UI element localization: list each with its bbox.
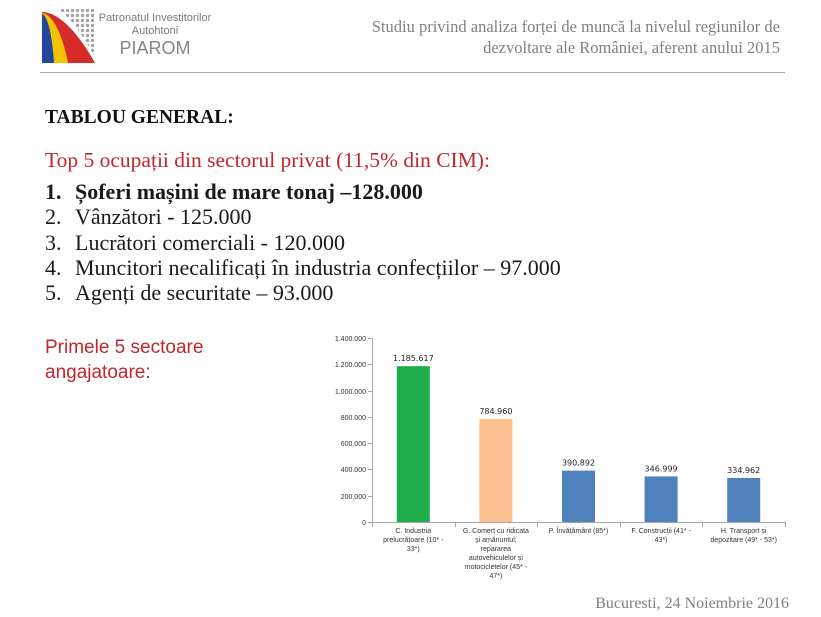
y-tick-label-7: 1.400.000 — [334, 336, 366, 343]
list-item-number: 1. — [45, 179, 62, 204]
bar-5 — [727, 478, 760, 522]
data-label-1: 1.185.617 — [392, 354, 434, 364]
bar-3 — [562, 471, 595, 522]
category-label-5: H. Transport și depozitare (49* - 53*) — [710, 528, 777, 544]
y-tick-label-0: 0 — [362, 520, 366, 527]
sectors-heading-line-2: angajatoare: — [45, 362, 151, 383]
data-label-4: 346.999 — [644, 464, 678, 474]
logo-name: PIAROM — [119, 38, 191, 58]
list-item — [45, 255, 561, 280]
section-title: TABLOU GENERAL: — [45, 107, 234, 128]
bar-4 — [645, 476, 678, 522]
y-tick-label-2: 400.000 — [340, 467, 366, 474]
y-tick-label-1: 200.000 — [340, 494, 366, 501]
list-item-text: Vânzători - 125.000 — [75, 204, 252, 230]
list-item-text: Muncitori necalificați în industria confecțiilor – 97.000 — [75, 254, 561, 280]
occupations-list — [45, 179, 561, 305]
header-divider — [40, 72, 785, 73]
occupations-heading: Top 5 ocupații din sectorul privat (11,5% din CIM): — [45, 148, 490, 172]
list-item-text: Agenți de securitate – 93.000 — [75, 280, 334, 305]
y-tick-label-4: 800.000 — [340, 415, 366, 422]
list-item — [45, 179, 561, 204]
sectors-bar-chart — [310, 328, 795, 590]
category-label-3: P. Învățământ (85*) — [548, 528, 609, 535]
list-item-text: Șoferi mașini de mare tonaj –128.000 — [75, 179, 423, 204]
category-label-1: C. Industria prelucrătoare (10* - 33*) — [383, 528, 444, 553]
sectors-heading — [45, 335, 203, 385]
logo-text-line1: Patronatul Investitorilor — [98, 12, 212, 24]
category-label-2: G. Comerț cu ridicata și amănuntul; repararea autovehiculelor și motocicletelor (45* - 47*) — [462, 528, 529, 580]
report-title — [372, 16, 780, 58]
logo-text-line2: Autohtoni — [131, 25, 179, 37]
bar-1 — [397, 366, 430, 522]
y-tick-label-5: 1.000.000 — [334, 389, 366, 396]
list-item — [45, 280, 561, 305]
data-label-5: 334.962 — [727, 465, 761, 475]
footer-date: Bucuresti, 24 Noiembrie 2016 — [595, 595, 789, 612]
report-title-line-2: dezvoltare ale României, aferent anului 2015 — [483, 38, 780, 57]
list-item-number: 5. — [45, 280, 62, 305]
list-item-number: 4. — [45, 254, 62, 280]
data-label-2: 784.960 — [479, 406, 513, 416]
sectors-heading-line-1: Primele 5 sectoare — [45, 337, 204, 358]
y-tick-label-3: 600.000 — [340, 441, 366, 448]
list-item — [45, 204, 561, 229]
list-item — [45, 230, 561, 255]
list-item-number: 3. — [45, 229, 62, 255]
list-item-text: Lucrători comerciali - 120.000 — [75, 229, 346, 255]
data-label-3: 390.892 — [561, 458, 596, 468]
bar-2 — [479, 419, 512, 522]
y-tick-label-6: 1.200.000 — [334, 362, 366, 369]
category-label-4: F. Construcții (41* - 43*) — [631, 528, 691, 544]
list-item-number: 2. — [45, 204, 62, 230]
report-title-line-1: Studiu privind analiza forței de muncă la nivelul regiunilor de — [371, 17, 780, 36]
piarom-logo-icon — [40, 8, 96, 64]
